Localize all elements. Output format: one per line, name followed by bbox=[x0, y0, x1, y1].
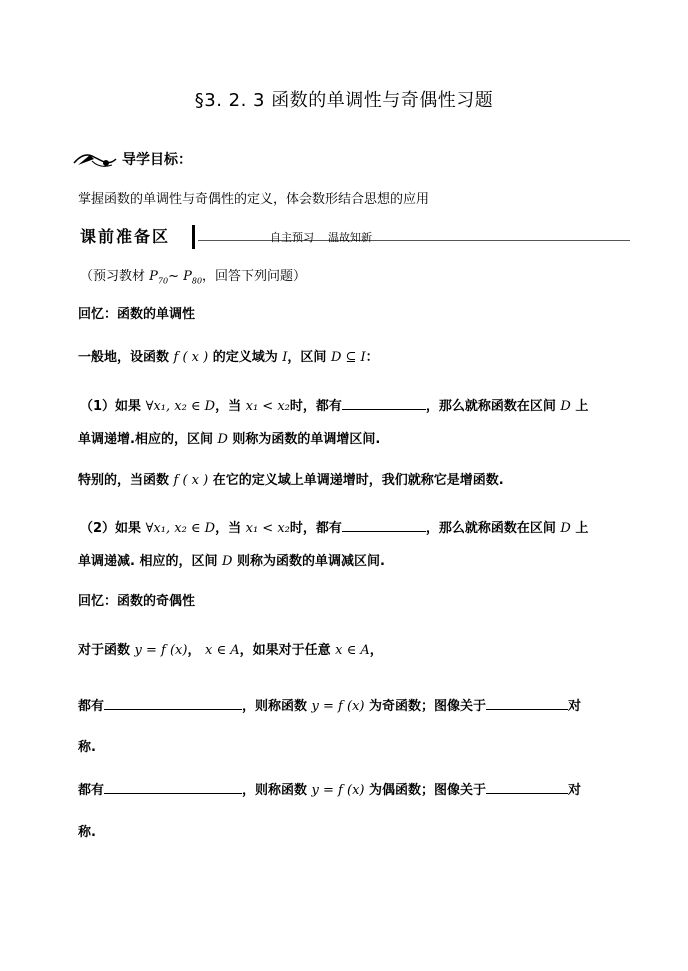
answer-blank[interactable] bbox=[104, 781, 242, 794]
answer-blank[interactable] bbox=[486, 697, 568, 710]
banner-sub-2: 温故知新 bbox=[328, 231, 372, 244]
general-definition: 一般地，设函数 f ( x ) 的定义域为 I，区间 D ⊆ I： bbox=[78, 350, 379, 365]
answer-blank[interactable] bbox=[342, 397, 426, 410]
recall-monotonicity-heading: 回忆：函数的单调性 bbox=[78, 307, 196, 322]
objective-text: 掌握函数的单调性与奇偶性的定义，体会数形结合思想的应用 bbox=[78, 192, 430, 207]
item1-line1: （1）如果 ∀x₁, x₂ ∈ D，当 x₁ < x₂时，都有 ，那么就称函数在区间 D 上 bbox=[80, 399, 589, 414]
parity-intro: 对于函数 y = f (x)， x ∈ A，如果对于任意 x ∈ A， bbox=[78, 643, 383, 658]
preview-instruction: （预习教材 $P_{70}\sim$ $P_{80}$，回答下列问题） bbox=[80, 269, 307, 286]
even-function-line2: 称. bbox=[78, 825, 96, 840]
banner-label: 课前准备区 bbox=[80, 227, 171, 246]
pen-logo-icon bbox=[72, 147, 118, 171]
answer-blank[interactable] bbox=[486, 781, 568, 794]
banner-sub-1: 自主预习 bbox=[270, 231, 314, 244]
item2-line1: （2）如果 ∀x₁, x₂ ∈ D，当 x₁ < x₂时，都有 ，那么就称函数在区间 D 上 bbox=[80, 521, 589, 536]
objective-label: 导学目标： bbox=[122, 152, 192, 168]
section-banner bbox=[74, 225, 630, 251]
answer-blank[interactable] bbox=[104, 697, 242, 710]
even-function-line1: 都有 ，则称函数 y = f (x) 为偶函数；图像关于 对 bbox=[78, 783, 582, 798]
page-title: §3. 2. 3 函数的单调性与奇偶性习题 bbox=[194, 90, 494, 111]
special-note: 特别的，当函数 f ( x ) 在它的定义域上单调递增时，我们就称它是增函数. bbox=[78, 473, 504, 488]
objective-header bbox=[72, 144, 192, 174]
recall-parity-heading: 回忆：函数的奇偶性 bbox=[78, 594, 196, 609]
odd-function-line1: 都有 ，则称函数 y = f (x) 为奇函数；图像关于 对 bbox=[78, 699, 582, 714]
item1-line2: 单调递增.相应的，区间 D 则称为函数的单调增区间. bbox=[78, 432, 381, 447]
banner-label-box bbox=[74, 225, 195, 249]
banner-rule bbox=[198, 240, 630, 241]
answer-blank[interactable] bbox=[342, 519, 426, 532]
item2-line2: 单调递减. 相应的，区间 D 则称为函数的单调减区间. bbox=[78, 554, 385, 569]
odd-function-line2: 称. bbox=[78, 740, 96, 755]
banner-subtitle bbox=[270, 229, 372, 245]
